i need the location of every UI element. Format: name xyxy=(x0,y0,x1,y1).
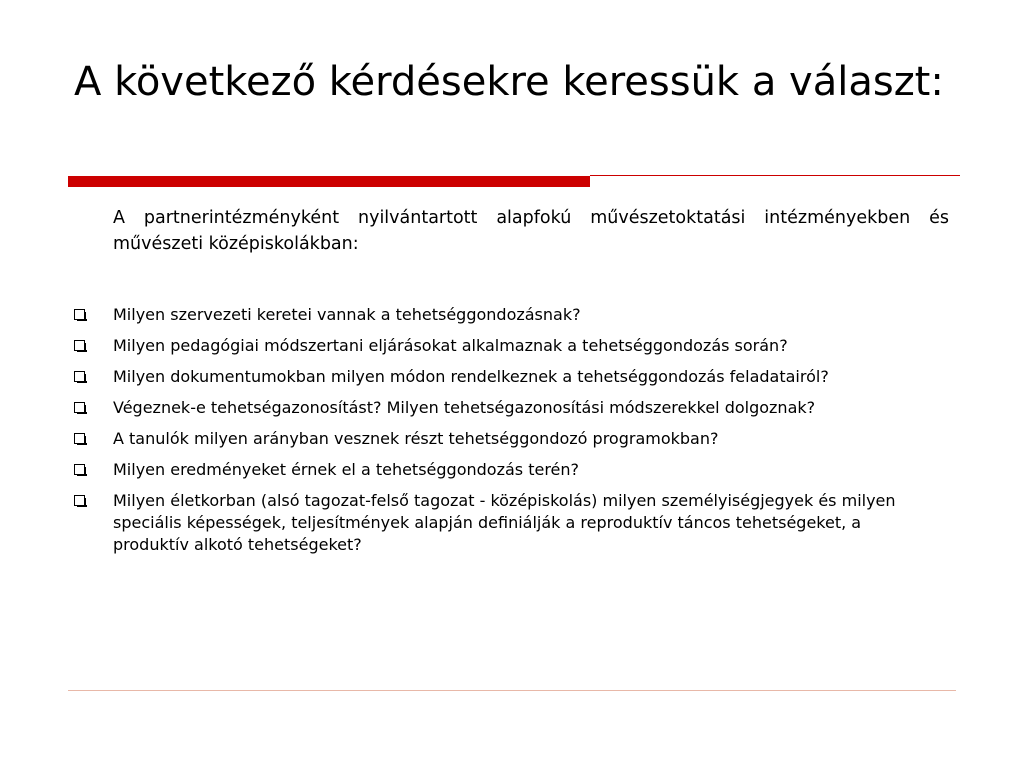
intro-paragraph: A partnerintézményként nyilvántartott alapfokú művészetoktatási intézményekben és művészeti középiskolákban: xyxy=(113,208,949,254)
list-item-text: Milyen eredményeket érnek el a tehetséggondozás terén? xyxy=(113,460,580,479)
list-item xyxy=(72,428,942,450)
list-item xyxy=(72,304,942,326)
list-item xyxy=(72,366,942,388)
question-list xyxy=(72,304,942,565)
slide-title: A következő kérdésekre keressük a választ: xyxy=(74,59,944,105)
checkbox-bullet-icon xyxy=(74,402,85,413)
title-underline-thin xyxy=(590,175,960,176)
list-item-text: Végeznek-e tehetségazonosítást? Milyen tehetségazonosítási módszerekkel dolgoznak? xyxy=(113,398,816,417)
checkbox-bullet-icon xyxy=(74,433,85,444)
title-underline-thick xyxy=(68,176,590,187)
list-item xyxy=(72,490,942,556)
list-item-text: Milyen életkorban (alsó tagozat-felső tagozat - középiskolás) milyen személyiségjegyek és milyen speciális képességek, teljesítmények alapján definiálják a reproduktív táncos tehetségeket, a produktív alkotó tehetségeket? xyxy=(113,491,896,554)
list-item-text: A tanulók milyen arányban vesznek részt tehetséggondozó programokban? xyxy=(113,429,719,448)
checkbox-bullet-icon xyxy=(74,464,85,475)
list-item xyxy=(72,459,942,481)
footer-divider xyxy=(68,690,956,691)
checkbox-bullet-icon xyxy=(74,309,85,320)
list-item-text: Milyen dokumentumokban milyen módon rendelkeznek a tehetséggondozás feladatairól? xyxy=(113,367,829,386)
list-item-text: Milyen pedagógiai módszertani eljárásokat alkalmaznak a tehetséggondozás során? xyxy=(113,336,788,355)
checkbox-bullet-icon xyxy=(74,371,85,382)
list-item xyxy=(72,335,942,357)
checkbox-bullet-icon xyxy=(74,495,85,506)
checkbox-bullet-icon xyxy=(74,340,85,351)
list-item-text: Milyen szervezeti keretei vannak a tehetséggondozásnak? xyxy=(113,305,581,324)
list-item xyxy=(72,397,942,419)
